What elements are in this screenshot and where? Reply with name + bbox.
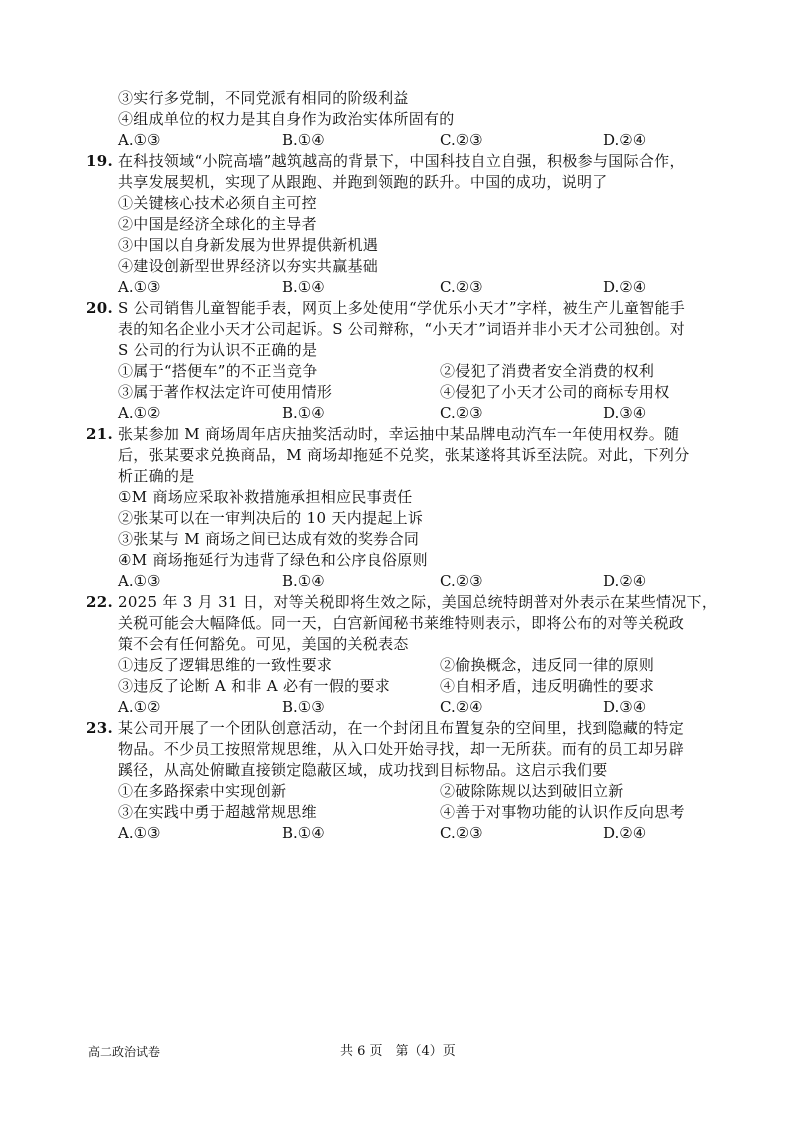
footer-subject: 高二政治试卷 [88, 1045, 161, 1059]
q19-statement-3: ③中国以自身新发展为世界提供新机遇 [118, 236, 379, 254]
q23-statement-4: ④善于对事物功能的认识作反向思考 [440, 803, 685, 821]
q22-statement-1: ①违反了逻辑思维的一致性要求 [118, 656, 333, 674]
q19-choice-b: B.①④ [282, 278, 325, 296]
q23-choice-b: B.①④ [282, 824, 325, 842]
q19-statement-4: ④建设创新型世界经济以夯实共赢基础 [118, 257, 379, 275]
q19-stem-1: 在科技领域“小院高墙”越筑越高的背景下，中国科技自立自强，积极参与国际合作， [118, 152, 685, 170]
q20-stem-1: S 公司销售儿童智能手表，网页上多处使用“学优乐小天才”字样，被生产儿童智能手 [118, 299, 686, 317]
q23-statement-3: ③在实践中勇于超越常规思维 [118, 803, 317, 821]
q22-number: 22. [86, 593, 113, 611]
q18-choice-d: D.②④ [603, 131, 647, 149]
q20-statement-1: ①属于“搭便车”的不正当竞争 [118, 362, 318, 380]
q19-choice-a: A.①③ [118, 278, 161, 296]
q20-statement-4: ④侵犯了小天才公司的商标专用权 [440, 383, 670, 401]
q18-choice-c: C.②③ [440, 131, 483, 149]
q19-choice-d: D.②④ [603, 278, 647, 296]
q19-number: 19. [86, 152, 113, 170]
q19-statement-2: ②中国是经济全球化的主导者 [118, 215, 317, 233]
footer-page-number: 共 6 页 第（4）页 [340, 1044, 456, 1059]
q22-choice-a: A.①② [118, 698, 161, 716]
q20-statement-2: ②侵犯了消费者安全消费的权利 [440, 362, 655, 380]
q20-number: 20. [86, 299, 113, 317]
q23-stem-3: 蹊径，从高处俯瞰直接锁定隐蔽区域，成功找到目标物品。这启示我们要 [118, 761, 608, 779]
q18-statement-3: ③实行多党制，不同党派有相同的阶级利益 [118, 89, 409, 107]
q22-choice-b: B.①③ [282, 698, 325, 716]
q21-statement-3: ③张某与 M 商场之间已达成有效的奖券合同 [118, 530, 420, 548]
q21-stem-1: 张某参加 M 商场周年店庆抽奖活动时，幸运抽中某品牌电动汽车一年使用权券。随 [118, 425, 680, 443]
q21-stem-3: 析正确的是 [118, 467, 195, 485]
q20-stem-3: S 公司的行为认识不正确的是 [118, 341, 318, 359]
q21-statement-4: ④M 商场拖延行为违背了绿色和公序良俗原则 [118, 551, 428, 569]
q22-statement-2: ②偷换概念，违反同一律的原则 [440, 656, 655, 674]
q21-stem-2: 后，张某要求兑换商品，M 商场却拖延不兑奖，张某遂将其诉至法院。对此，下列分 [118, 446, 690, 464]
q20-statement-3: ③属于著作权法定许可使用情形 [118, 383, 333, 401]
q20-choice-a: A.①② [118, 404, 161, 422]
q19-stem-2: 共享发展契机，实现了从跟跑、并跑到领跑的跃升。中国的成功，说明了 [118, 173, 608, 191]
q21-choice-b: B.①④ [282, 572, 325, 590]
q19-choice-c: C.②③ [440, 278, 483, 296]
q20-stem-2: 表的知名企业小天才公司起诉。S 公司辩称，“小天才”词语并非小天才公司独创。对 [118, 320, 686, 338]
q22-statement-4: ④自相矛盾，违反明确性的要求 [440, 677, 655, 695]
q22-choice-d: D.③④ [603, 698, 647, 716]
q22-statement-3: ③违反了论断 A 和非 A 必有一假的要求 [118, 677, 391, 695]
q20-choice-c: C.②③ [440, 404, 483, 422]
q23-stem-2: 物品。不少员工按照常规思维，从入口处开始寻找，却一无所获。而有的员工却另辟 [118, 740, 685, 758]
q22-stem-2: 关税可能会大幅降低。同一天，白宫新闻秘书莱维特则表示，即将公布的对等关税政 [118, 614, 685, 632]
q23-stem-1: 某公司开展了一个团队创意活动，在一个封闭且布置复杂的空间里，找到隐藏的特定 [118, 719, 685, 737]
q18-choice-a: A.①③ [118, 131, 161, 149]
q19-statement-1: ①关键核心技术必须自主可控 [118, 194, 317, 212]
q23-statement-1: ①在多路探索中实现创新 [118, 782, 287, 800]
q23-choice-a: A.①③ [118, 824, 161, 842]
q20-choice-d: D.③④ [603, 404, 647, 422]
q18-choice-b: B.①④ [282, 131, 325, 149]
q21-number: 21. [86, 425, 113, 443]
q21-statement-1: ①M 商场应采取补救措施承担相应民事责任 [118, 488, 413, 506]
q21-choice-c: C.②③ [440, 572, 483, 590]
q18-statement-4: ④组成单位的权力是其自身作为政治实体所固有的 [118, 110, 455, 128]
q22-stem-3: 策不会有任何豁免。可见，美国的关税表态 [118, 635, 409, 653]
q21-choice-d: D.②④ [603, 572, 647, 590]
q20-choice-b: B.①④ [282, 404, 325, 422]
q21-statement-2: ②张某可以在一审判决后的 10 天内提起上诉 [118, 509, 424, 527]
q23-number: 23. [86, 719, 113, 737]
q21-choice-a: A.①③ [118, 572, 161, 590]
q23-choice-d: D.②④ [603, 824, 647, 842]
q23-statement-2: ②破除陈规以达到破旧立新 [440, 782, 624, 800]
q23-choice-c: C.②③ [440, 824, 483, 842]
q22-choice-c: C.②④ [440, 698, 483, 716]
q22-stem-1: 2025 年 3 月 31 日，对等关税即将生效之际，美国总统特朗普对外表示在某些情况下， [118, 593, 718, 611]
